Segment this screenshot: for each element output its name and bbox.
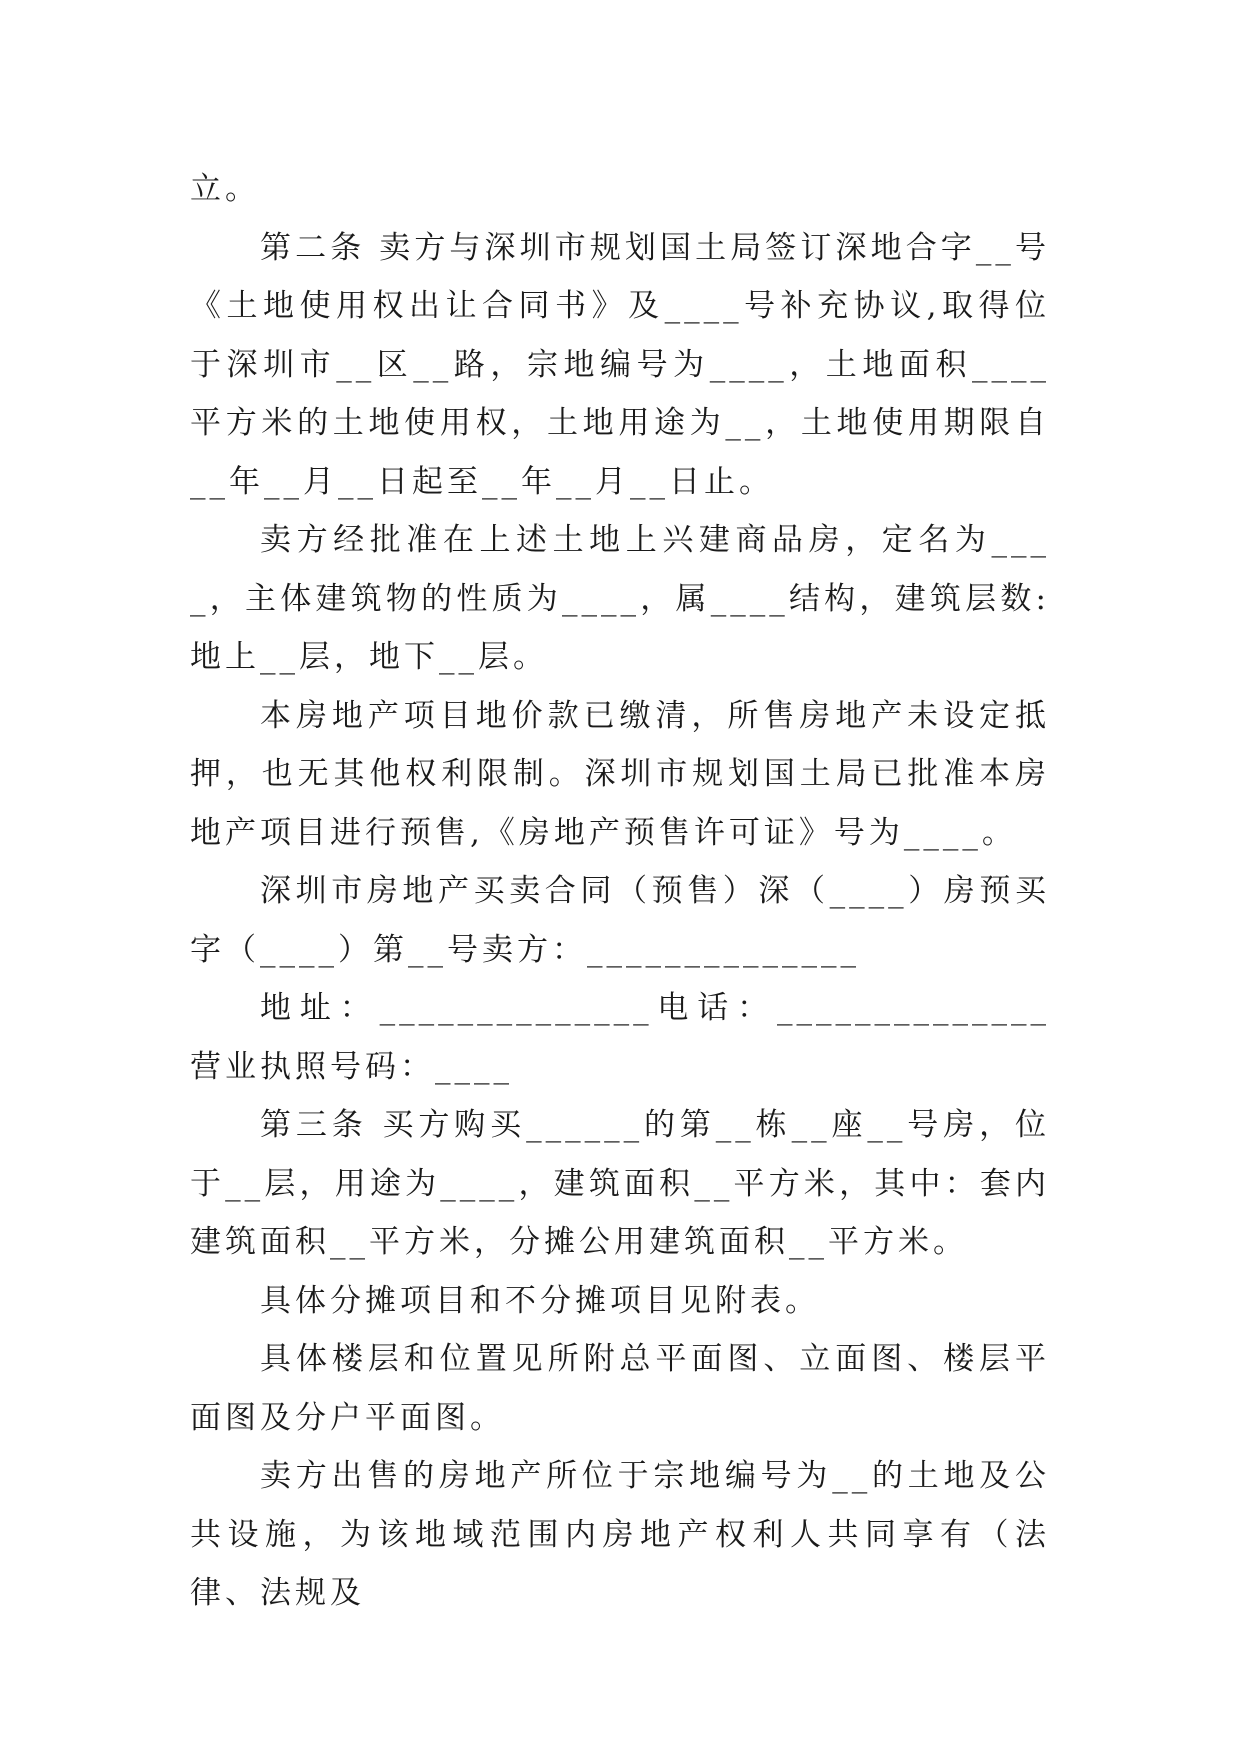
paragraph-continuation: 立。 <box>190 171 260 207</box>
document-body <box>190 160 1050 1623</box>
paragraph-allocation-items: 具体分摊项目和不分摊项目见附表。 <box>260 1282 820 1319</box>
paragraph-floor-plans: 具体楼层和位置见所附总平面图、立面图、楼层平面图及分户平面图。 <box>190 1341 1050 1436</box>
paragraph-article-two: 第二条 卖方与深圳市规划国土局签订深地合字__号《土地使用权出让合同书》及____号补充协议,取得位于深圳市__区__路，宗地编号为____，土地面积____平方米的土地使用权，土地用途为__，土地使用期限自__年__月__日起至__年__月__日止。 <box>190 229 1050 500</box>
paragraph-contract-seller: 深圳市房地产买卖合同（预售）深（____）房预买字（____）第__号卖方：______________ <box>190 873 1050 968</box>
paragraph-article-three: 第三条 买方购买______的第__栋__座__号房，位于__层，用途为____，建筑面积__平方米，其中：套内建筑面积__平方米，分摊公用建筑面积__平方米。 <box>190 1107 1050 1260</box>
paragraph-public-facilities: 卖方出售的房地产所位于宗地编号为__的土地及公共设施，为该地域范围内房地产权利人共同享有（法律、法规及 <box>190 1458 1050 1611</box>
paragraph-address-phone: 地址：______________电话：______________ 营业执照号码：____ <box>190 990 1050 1085</box>
paragraph-building-info: 卖方经批准在上述土地上兴建商品房，定名为____，主体建筑物的性质为____，属____结构，建筑层数:地上__层，地下__层。 <box>190 522 1050 675</box>
paragraph-presale-permit: 本房地产项目地价款已缴清，所售房地产未设定抵押，也无其他权利限制。深圳市规划国土局已批准本房地产项目进行预售,《房地产预售许可证》号为____。 <box>190 697 1050 851</box>
